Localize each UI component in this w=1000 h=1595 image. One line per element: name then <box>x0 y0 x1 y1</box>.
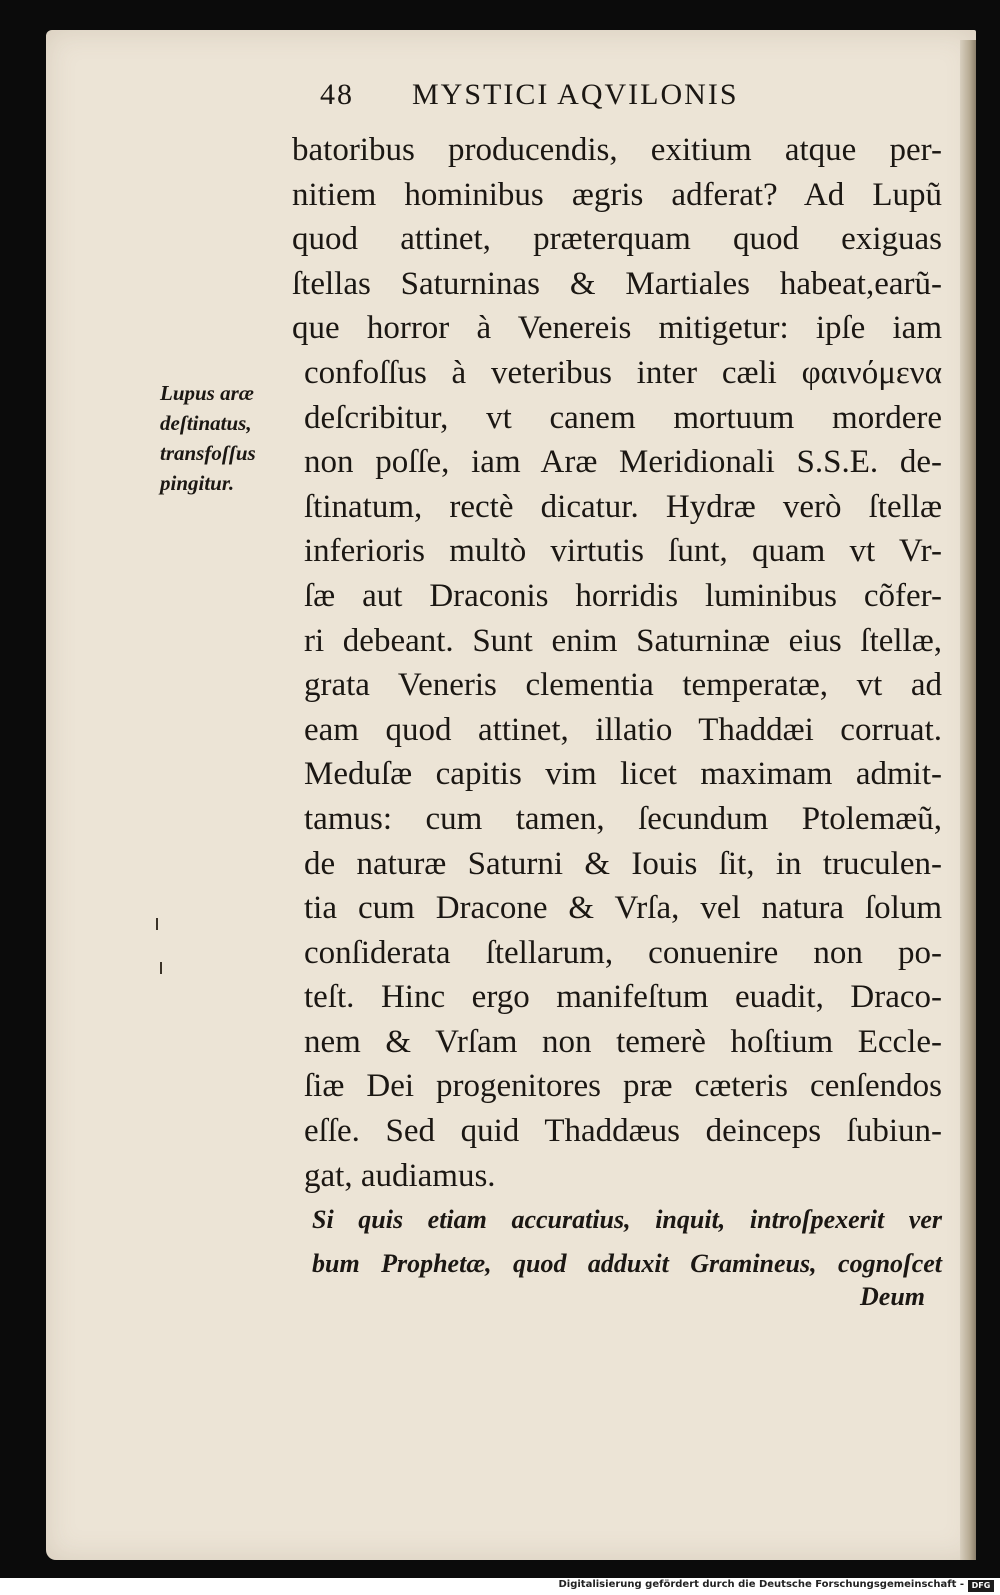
body-text <box>292 128 942 1198</box>
marginal-line: pingitur. <box>160 471 235 495</box>
text-line: que horror à Venereis mitigetur: ipſe iam <box>292 310 942 347</box>
text-line: eſſe. Sed quid Thaddæus deinceps ſubiun- <box>304 1113 942 1150</box>
catchword: Deum <box>860 1282 925 1311</box>
text-line: ſtinatum, rectè dicatur. Hydræ verò ſtellæ <box>304 488 942 525</box>
text-line: conſiderata ſtellarum, conuenire non po- <box>304 934 942 971</box>
quote-line: Si quis etiam accuratius, inquit, introſpexerit ver <box>312 1205 942 1234</box>
funding-credit: Digitalisierung gefördert durch die Deutsche Forschungsgemeinschaft - <box>558 1579 964 1590</box>
text-line: non poſſe, iam Aræ Meridionali S.S.E. de- <box>304 444 942 481</box>
text-line: tia cum Dracone & Vrſa, vel natura ſolum <box>304 890 942 927</box>
text-line: ſiæ Dei progenitores præ cæteris cenſendos <box>304 1068 942 1105</box>
text-line: nem & Vrſam non temerè hoſtium Eccle- <box>304 1023 942 1060</box>
quoted-passage <box>312 1198 942 1286</box>
text-line: ſæ aut Draconis horridis luminibus cõfer- <box>304 577 942 614</box>
text-line: gat, audiamus. <box>304 1157 496 1194</box>
quote-line: bum Prophetæ, quod adduxit Gramineus, cognoſcet <box>312 1249 942 1278</box>
page-number: 48 <box>320 78 354 111</box>
text-line: confoſſus à veteribus inter cæli φαινόμενα <box>304 354 942 391</box>
text-line: de naturæ Saturni & Iouis ſit, in truculen- <box>304 845 942 882</box>
text-line: grata Veneris clementia temperatæ, vt ad <box>304 667 942 704</box>
dfg-logo: DFG <box>968 1580 994 1592</box>
text-line: tamus: cum tamen, ſecundum Ptolemæũ, <box>304 800 942 837</box>
text-line: inferioris multò virtutis ſunt, quam vt Vr- <box>304 533 942 570</box>
marginal-line: Lupus aræ <box>160 381 254 405</box>
text-line: quod attinet, præterquam quod exiguas <box>292 221 942 258</box>
marginal-line: transfoſſus <box>160 441 256 465</box>
text-line: nitiem hominibus ægris adferat? Ad Lupũ <box>292 176 942 213</box>
running-title: MYSTICI AQVILONIS <box>412 78 739 111</box>
text-line: batoribus producendis, exitium atque per- <box>292 132 942 168</box>
footer-bar <box>0 1578 1000 1595</box>
text-line: ri debeant. Sunt enim Saturninæ eius ſtellæ, <box>304 622 942 659</box>
text-line: ſtellas Saturninas & Martiales habeat,earũ- <box>292 265 942 302</box>
text-line: teſt. Hinc ergo manifeſtum euadit, Draco- <box>304 979 942 1016</box>
margin-mark <box>160 962 162 974</box>
text-line: eam quod attinet, illatio Thaddæi corruat. <box>304 711 942 748</box>
page-edge <box>960 40 976 1560</box>
marginal-note <box>160 378 300 498</box>
text-line: deſcribitur, vt canem mortuum mordere <box>304 399 942 436</box>
marginal-line: deſtinatus, <box>160 411 252 435</box>
margin-mark <box>156 918 158 930</box>
running-head <box>320 78 840 122</box>
text-line: Meduſæ capitis vim licet maximam admit- <box>304 756 942 793</box>
